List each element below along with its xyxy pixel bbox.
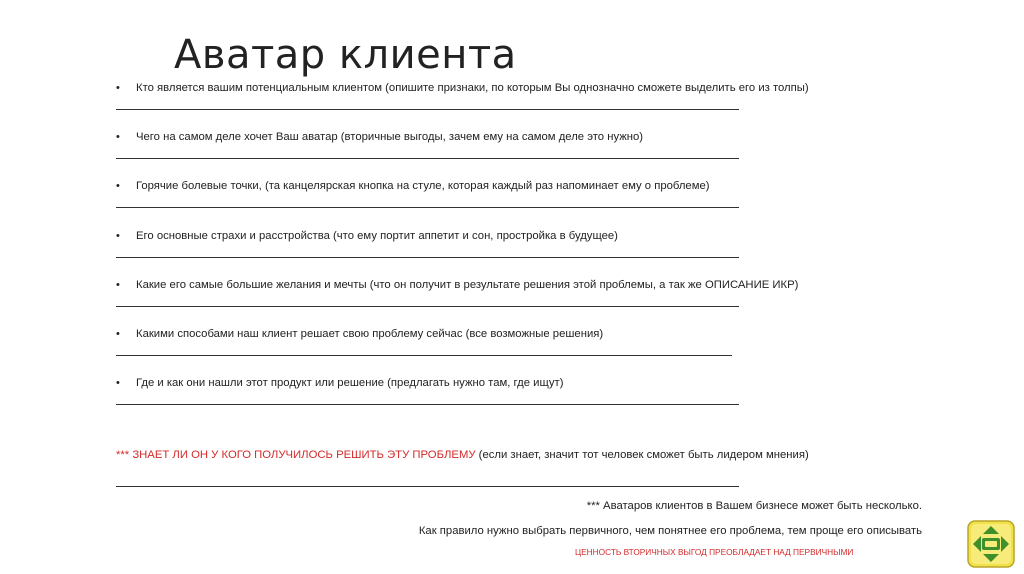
- answer-line: [116, 355, 732, 356]
- clarification-text: (если знает, значит тот человек сможет быть лидером мнения): [475, 449, 809, 461]
- bullet: •: [116, 377, 120, 390]
- bullet: •: [116, 131, 120, 144]
- footnote: *** Аватаров клиентов в Вашем бизнесе может быть несколько.: [586, 500, 922, 512]
- answer-line: [116, 486, 739, 487]
- list-item: [116, 80, 876, 129]
- list-item: [116, 277, 876, 326]
- page-title: Аватар клиента: [174, 32, 517, 78]
- answer-line: [116, 207, 739, 208]
- answer-line: [116, 257, 739, 258]
- highlight-text: *** ЗНАЕТ ЛИ ОН У КОГО ПОЛУЧИЛОСЬ РЕШИТЬ ЭТУ ПРОБЛЕМУ: [116, 449, 476, 461]
- question-list: [116, 80, 876, 424]
- footnote: Как правило нужно выбрать первичного, чем понятнее его проблема, тем проще его описывать: [418, 525, 922, 537]
- item-text: Какими способами наш клиент решает свою проблему сейчас (все возможные решения): [136, 327, 604, 340]
- value-note: ЦЕННОСТЬ ВТОРИЧНЫХ ВЫГОД ПРЕОБЛАДАЕТ НАД ПЕРВИЧНЫМИ: [575, 547, 854, 557]
- opinion-leader-question: [116, 449, 809, 461]
- item-text: Где и как они нашли этот продукт или решение (предлагать нужно там, где ищут): [136, 377, 564, 390]
- answer-line: [116, 109, 739, 110]
- item-text: Его основные страхи и расстройства (что ему портит аппетит и сон, простройка в будущее): [136, 229, 618, 242]
- bullet: •: [116, 278, 120, 291]
- bullet: •: [116, 82, 120, 94]
- item-text: Горячие болевые точки, (та канцелярская кнопка на стуле, которая каждый раз напоминает ему о проблеме): [136, 180, 710, 193]
- list-item: [116, 228, 876, 277]
- answer-line: [116, 158, 739, 159]
- bullet: •: [116, 180, 120, 193]
- answer-line: [116, 404, 739, 405]
- answer-line: [116, 306, 739, 307]
- list-item: [116, 375, 876, 424]
- navigation-arrows-icon[interactable]: [967, 520, 1015, 568]
- bullet: •: [116, 229, 120, 242]
- list-item: [116, 326, 876, 375]
- item-text: Какие его самые большие желания и мечты (что он получит в результате решения этой проблемы, а так же ОПИСАНИЕ ИКР): [136, 278, 799, 291]
- item-text: Чего на самом деле хочет Ваш аватар (вторичные выгоды, зачем ему на самом деле это нужно): [136, 131, 644, 144]
- bullet: •: [116, 327, 120, 340]
- list-item: [116, 129, 876, 178]
- list-item: [116, 178, 876, 227]
- item-text: Кто является вашим потенциальным клиентом (опишите признаки, по которым Вы однозначно сможете выделить его из толпы): [136, 82, 809, 94]
